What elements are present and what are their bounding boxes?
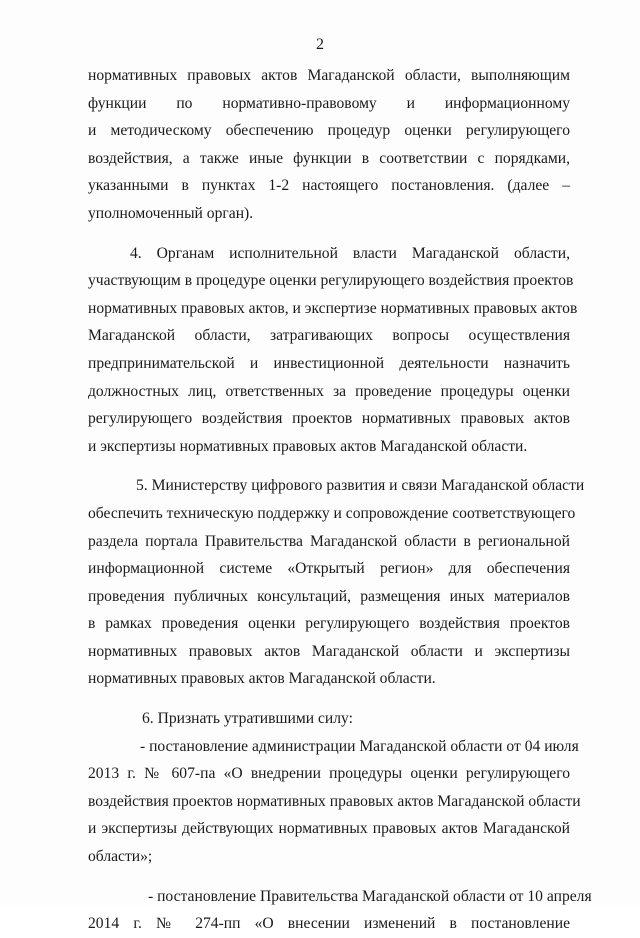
text-line: нормативных правовых актов Магаданской области.	[88, 670, 436, 688]
text-line: должностных лиц, ответственных за проведение процедуры оценки	[88, 382, 570, 400]
text-line: 2014 г. № 274-пп «О внесении изменений в постановление	[88, 915, 570, 933]
paragraph-5-start: 5. Министерству цифрового развития и связи Магаданской области	[136, 477, 585, 495]
text-line: в рамках проведения оценки регулирующего воздействия проектов	[88, 615, 570, 633]
paragraph-4-start: 4. Органам исполнительной власти Магаданской области,	[130, 244, 570, 262]
text-line: информационной системе «Открытый регион» для обеспечения	[88, 560, 570, 578]
text-line: указанными в пунктах 1-2 настоящего постановления. (далее –	[88, 177, 570, 195]
text-line: и экспертизы нормативных правовых актов Магаданской области.	[88, 437, 528, 455]
list-item-start: - постановление Правительства Магаданской области от 10 апреля	[148, 887, 592, 905]
document-body	[88, 62, 592, 938]
text-line: участвующим в процедуре оценки регулирующего воздействия проектов	[88, 272, 574, 290]
text-line: нормативных правовых актов Магаданской области и экспертизы	[88, 642, 570, 660]
text-line: предпринимательской и инвестиционной деятельности назначить	[88, 354, 570, 372]
text-line: и экспертизы действующих нормативных правовых актов Магаданской	[88, 820, 570, 838]
text-line: уполномоченный орган).	[88, 204, 254, 222]
text-line: Магаданской области, затрагивающих вопросы осуществления	[88, 327, 570, 345]
text-line: воздействия, а также иные функции в соответствии с порядками,	[88, 149, 570, 167]
text-line: регулирующего воздействия проектов нормативных правовых актов	[88, 410, 570, 428]
text-line: области»;	[88, 848, 153, 866]
list-item-start: - постановление администрации Магаданской области от 04 июля	[140, 737, 579, 755]
text-line: проведения публичных консультаций, размещения иных материалов	[88, 587, 570, 605]
page-number: 2	[316, 36, 324, 53]
text-line: нормативных правовых актов Магаданской области, выполняющим	[88, 67, 570, 84]
text-line: и методическому обеспечению процедур оценки регулирующего	[88, 122, 570, 140]
text-line: воздействия проектов нормативных правовых актов Магаданской области	[88, 792, 581, 810]
paragraph-6-start: 6. Признать утратившими силу:	[142, 710, 353, 728]
text-line: обеспечить техническую поддержку и сопровождение соответствующего	[88, 504, 576, 522]
text-line: 2013 г. № 607-па «О внедрении процедуры оценки регулирующего	[88, 765, 570, 783]
text-line: раздела портала Правительства Магаданской области в региональной	[88, 532, 570, 550]
text-line: функции по нормативно-правовому и информационному	[88, 94, 570, 112]
text-line: нормативных правовых актов, и экспертизе нормативных правовых актов	[88, 299, 578, 317]
